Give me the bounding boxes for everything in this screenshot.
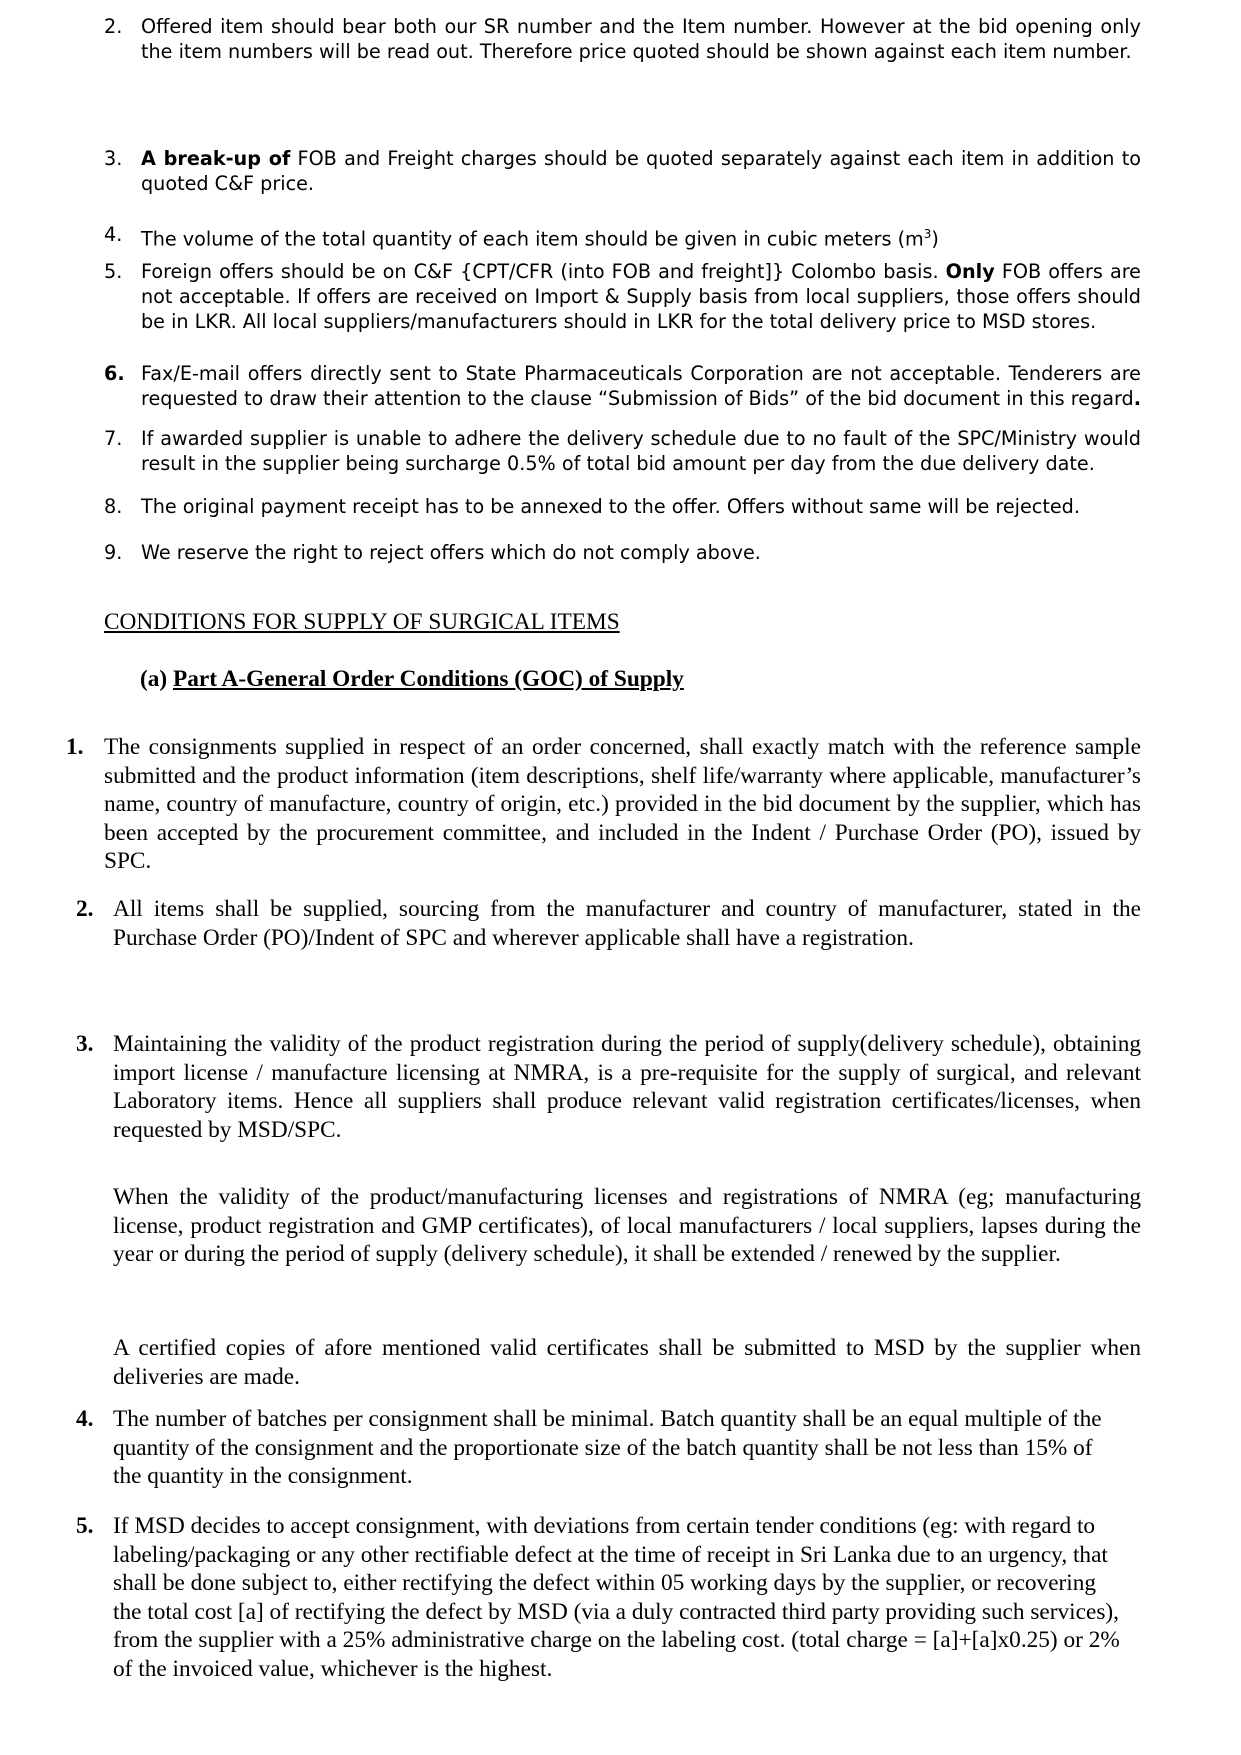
item-text: If awarded supplier is unable to adhere the delivery schedule due to no fault of the SPC/Ministry would result in the supplier being surcharge 0.5% of total bid amount per day from the due delivery date. <box>141 427 1141 475</box>
subsection-heading <box>140 665 684 694</box>
text-run: ) <box>931 227 939 251</box>
item-number: 1. <box>66 734 84 760</box>
item-text: We reserve the right to reject offers which do not comply above. <box>141 541 761 564</box>
item-text <box>141 259 1141 334</box>
text-run: The volume of the total quantity of each item should be given in cubic meters (m <box>141 227 924 251</box>
section-heading: CONDITIONS FOR SUPPLY OF SURGICAL ITEMS <box>104 609 620 635</box>
bold-phrase: Only <box>945 260 995 283</box>
superscript: 3 <box>923 227 932 241</box>
text-run: Foreign offers should be on C&F {CPT/CFR (into FOB and freight]} Colombo basis. <box>141 260 946 283</box>
item-text: The original payment receipt has to be annexed to the offer. Offers without same will be rejected. <box>141 495 1080 518</box>
item-text <box>141 222 1141 251</box>
item-text: If MSD decides to accept consignment, with deviations from certain tender conditions (eg: with regard to labeling/packaging or any other rectifiable defect at the time of receipt in Sri Lanka due to an urgency, that shall be done subject to, either rectifying the defect within 05 working days by the supplier, or recovering the total cost [a] of rectifying the defect by MSD (via a duly contracted third party providing such services), from the supplier with a 25% administrative charge on the labeling cost. (total charge = [a]+[a]x0.25) or 2% of the invoiced value, whichever is the highest. <box>113 1513 1120 1682</box>
text-run: Fax/E-mail offers directly sent to State Pharmaceuticals Corporation are not acceptable. Tenderers are requested to draw their attention to the clause “Submission of Bids” of the bid document in this regard <box>141 362 1141 410</box>
item-number: 2. <box>104 15 123 38</box>
item-number: 2. <box>76 896 94 922</box>
item-text <box>141 146 1141 196</box>
item-number: 5. <box>76 1513 94 1539</box>
item-number: 9. <box>104 541 123 564</box>
item-number: 6. <box>104 362 125 385</box>
subsection-prefix: (a) <box>140 666 173 692</box>
item-number: 4. <box>76 1406 94 1432</box>
subsection-title: Part A-General Order Conditions (GOC) of Supply <box>173 666 684 692</box>
item-text: Offered item should bear both our SR number and the Item number. However at the bid opening only the item numbers will be read out. Therefore price quoted should be shown against each item number. <box>141 15 1141 63</box>
bold-phrase: A break-up of <box>141 147 291 170</box>
item-text <box>141 361 1141 411</box>
item-number: 5. <box>104 260 123 283</box>
item-number: 3. <box>76 1031 94 1057</box>
item-text: The consignments supplied in respect of an order concerned, shall exactly match with the reference sample submitted and the product information (item descriptions, shelf life/warranty where applicable, manufacturer’s name, country of manufacture, country of origin, etc.) provided in the bid document by the supplier, which has been accepted by the procurement committee, and included in the Indent / Purchase Order (PO), issued by SPC. <box>104 734 1141 875</box>
item-number: 7. <box>104 427 123 450</box>
text-run: FOB offers are not acceptable. If offers are received on Import & Supply basis from local suppliers, those offers should be in LKR. All local suppliers/manufacturers should in LKR for the total delivery price to MSD stores. <box>141 260 1141 333</box>
item-text: All items shall be supplied, sourcing from the manufacturer and country of manufacturer, stated in the Purchase Order (PO)/Indent of SPC and wherever applicable shall have a registration. <box>113 896 1141 951</box>
item-number: 3. <box>104 147 123 170</box>
item-number: 8. <box>104 495 123 518</box>
text-run: FOB and Freight charges should be quoted separately against each item in addition to quoted C&F price. <box>141 147 1141 195</box>
item-number: 4. <box>104 223 123 246</box>
item-text: The number of batches per consignment shall be minimal. Batch quantity shall be an equal multiple of the quantity of the consignment and the proportionate size of the batch quantity shall be not less than 15% of the quantity in the consignment. <box>113 1406 1102 1490</box>
item-text: Maintaining the validity of the product registration during the period of supply(delivery schedule), obtaining import license / manufacture licensing at NMRA, is a pre-requisite for the supply of surgical, and relevant Laboratory items. Hence all suppliers shall produce relevant valid registration certificates/licenses, when requested by MSD/SPC. <box>113 1031 1141 1143</box>
bold-phrase: . <box>1133 387 1142 410</box>
paragraph: When the validity of the product/manufacturing licenses and registrations of NMRA (eg; manufacturing license, product registration and GMP certificates), of local manufacturers / local suppliers, lapses during the year or during the period of supply (delivery schedule), it shall be extended / renewed by the supplier. <box>113 1184 1141 1268</box>
paragraph: A certified copies of afore mentioned valid certificates shall be submitted to MSD by the supplier when deliveries are made. <box>113 1335 1141 1390</box>
